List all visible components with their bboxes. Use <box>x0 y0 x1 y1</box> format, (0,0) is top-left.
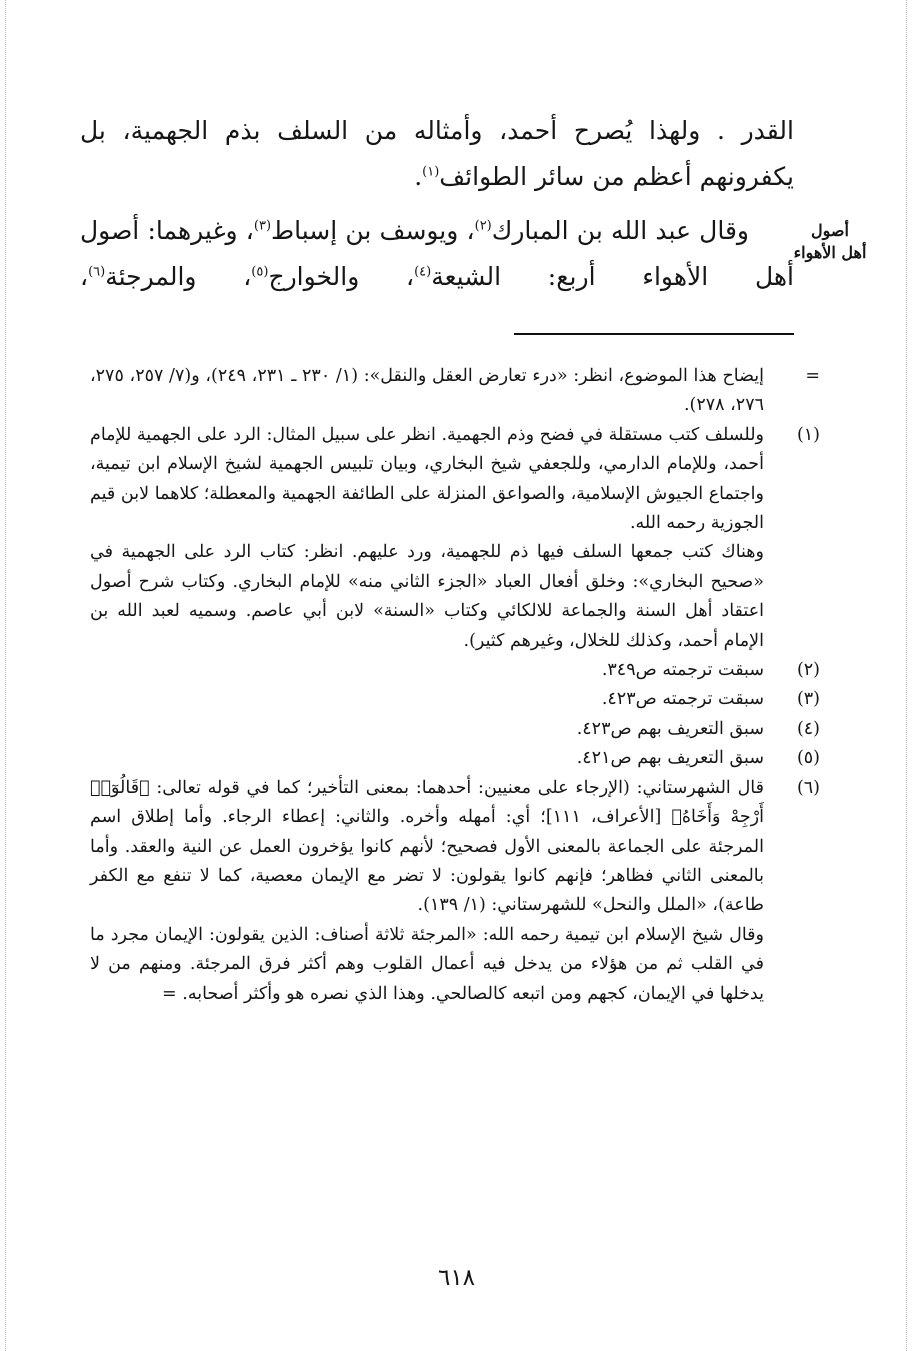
paragraph-text: . <box>414 162 423 191</box>
paragraph-text: القدر . ولهذا يُصرح أحمد، وأمثاله من السلف بذم الجهمية، بل يكفرونهم أعظم من سائر الطوائف <box>80 116 794 191</box>
paragraph-text: ، <box>80 262 89 291</box>
footnote-5 <box>90 744 820 773</box>
footnote-marker: = <box>805 366 820 386</box>
main-paragraph <box>80 108 794 200</box>
paragraph-text: وقال عبد الله بن المبارك <box>491 216 749 245</box>
paragraph-text: ، والخوارج <box>268 262 415 291</box>
main-paragraph <box>80 208 794 300</box>
footnote-text: سبق التعريف بهم ص٤٢٣. <box>576 718 764 739</box>
footnote-text: سبقت ترجمته ص٤٢٣. <box>601 689 764 710</box>
footnote-3 <box>90 685 820 714</box>
footnote-reference[interactable]: (٢) <box>474 218 492 234</box>
footnote-reference[interactable]: (٣) <box>253 218 272 234</box>
footnote-reference[interactable]: (٥) <box>251 264 269 280</box>
footnote-marker: (٢) <box>796 660 820 681</box>
footnote-text: سبقت ترجمته ص٣٤٩. <box>601 660 764 681</box>
margin-note <box>789 220 871 264</box>
footnote-text: وقال شيخ الإسلام ابن تيمية رحمه الله: «المرجئة ثلاثة أصناف: الذين يقولون: الإيمان مجرد ما في القلب ثم من هؤلاء من يدخل فيه أعمال القلوب وهم أكثر فرق المرجئة. ومنهم من لا يدخلها في الإيمان، كجهم ومن اتبعه كالصالحي. وهذا الذي نصره هو وأكثر أصحابه. = <box>90 924 764 1004</box>
footnote-reference[interactable]: (١) <box>422 164 440 180</box>
scan-edge-line <box>906 0 907 1351</box>
paragraph-text: ، وغيرهما: أصول أهل الأهواء أربع: الشيعة <box>80 216 794 291</box>
footnote-text: وللسلف كتب مستقلة في فضح وذم الجهمية. انظر على سبيل المثال: الرد على الجهمية للإمام أحمد، وللإمام الدارمي، وللجعفي شيخ البخاري، وبيان تلبيس الجهمية لشيخ الإسلام ابن تيمية، واجتماع الجيوش الإسلامية، والصواعق المنزلة على الطائفة الجهمية والمعطلة؛ كلاهما لابن قيم الجوزية رحمه الله. <box>90 424 764 534</box>
footnote-body <box>90 362 764 421</box>
footnote-body <box>90 421 764 656</box>
footnote-text: إيضاح هذا الموضوع، انظر: «درء تعارض العقل والنقل»: (١/ ٢٣٠ ـ ٢٣١، ٢٤٩)، و(٧/ ٢٥٧، ٢٧٥، ٢٧٦، ٢٧٨). <box>90 366 764 416</box>
footnote-body <box>90 744 764 773</box>
paragraph-text: ، والمرجئة <box>105 262 252 291</box>
paragraph-text: ، ويوسف بن إسباط <box>271 216 475 245</box>
footnote-reference[interactable]: (٦) <box>88 264 106 280</box>
footnote-1 <box>90 421 820 656</box>
main-text-block <box>80 108 794 300</box>
footnote-2 <box>90 656 820 685</box>
footnote-text: قال الشهرستاني: (الإرجاء على معنيين: أحدهما: بمعنى التأخير؛ كما في قوله تعالى: ﴿قَالُوٓا۟ أَرْجِهْ وَأَخَاهُ﴾ [الأعراف، ١١١]؛ أي: أمهله وأخره. والثاني: إعطاء الرجاء. وأما إطلاق اسم المرجئة على الجماعة بالمعنى الأول فصحيح؛ لأنهم كانوا يؤخرون العمل عن النية والعقد. وأما بالمعنى الثاني فظاهر؛ فإنهم كانوا يقولون: لا تضر مع الإيمان معصية، كما لا تنفع مع الكفر طاعة)، «الملل والنحل» للشهرستاني: (١/ ١٣٩). <box>90 777 764 916</box>
footnote-text: سبق التعريف بهم ص٤٢١. <box>576 748 764 769</box>
footnote-marker: (١) <box>796 424 820 445</box>
footnote-divider <box>514 333 794 335</box>
footnote-marker: (٣) <box>796 689 820 710</box>
footnotes-section <box>90 362 820 1009</box>
footnote-6 <box>90 774 820 1009</box>
margin-note-line: أهل الأهواء <box>793 243 867 262</box>
margin-note-line: أصول <box>811 221 849 240</box>
footnote-body <box>90 656 764 685</box>
footnote-marker: (٤) <box>796 718 820 739</box>
footnote-body <box>90 774 764 1009</box>
footnote-body <box>90 715 764 744</box>
page-number: ٦١٨ <box>437 1265 476 1291</box>
scan-edge-line <box>5 0 6 1351</box>
footnote-text: وهناك كتب جمعها السلف فيها ذم للجهمية، ورد عليهم. انظر: كتاب الرد على الجهمية في «صحيح البخاري»: وخلق أفعال العباد «الجزء الثاني منه» للإمام البخاري. وكتاب شرح أصول اعتقاد أهل السنة والجماعة للالكائي وكتاب «السنة» لابن أبي عاصم. وسميه لعبد الله بن الإمام أحمد، وكذلك للخلال، وغيرهم كثير). <box>90 542 764 651</box>
footnote-marker: (٦) <box>796 777 820 798</box>
footnote-4 <box>90 715 820 744</box>
footnote-marker: (٥) <box>796 748 820 769</box>
footnote-continuation <box>90 362 820 421</box>
footnote-reference[interactable]: (٤) <box>414 264 432 280</box>
footnote-body <box>90 685 764 714</box>
